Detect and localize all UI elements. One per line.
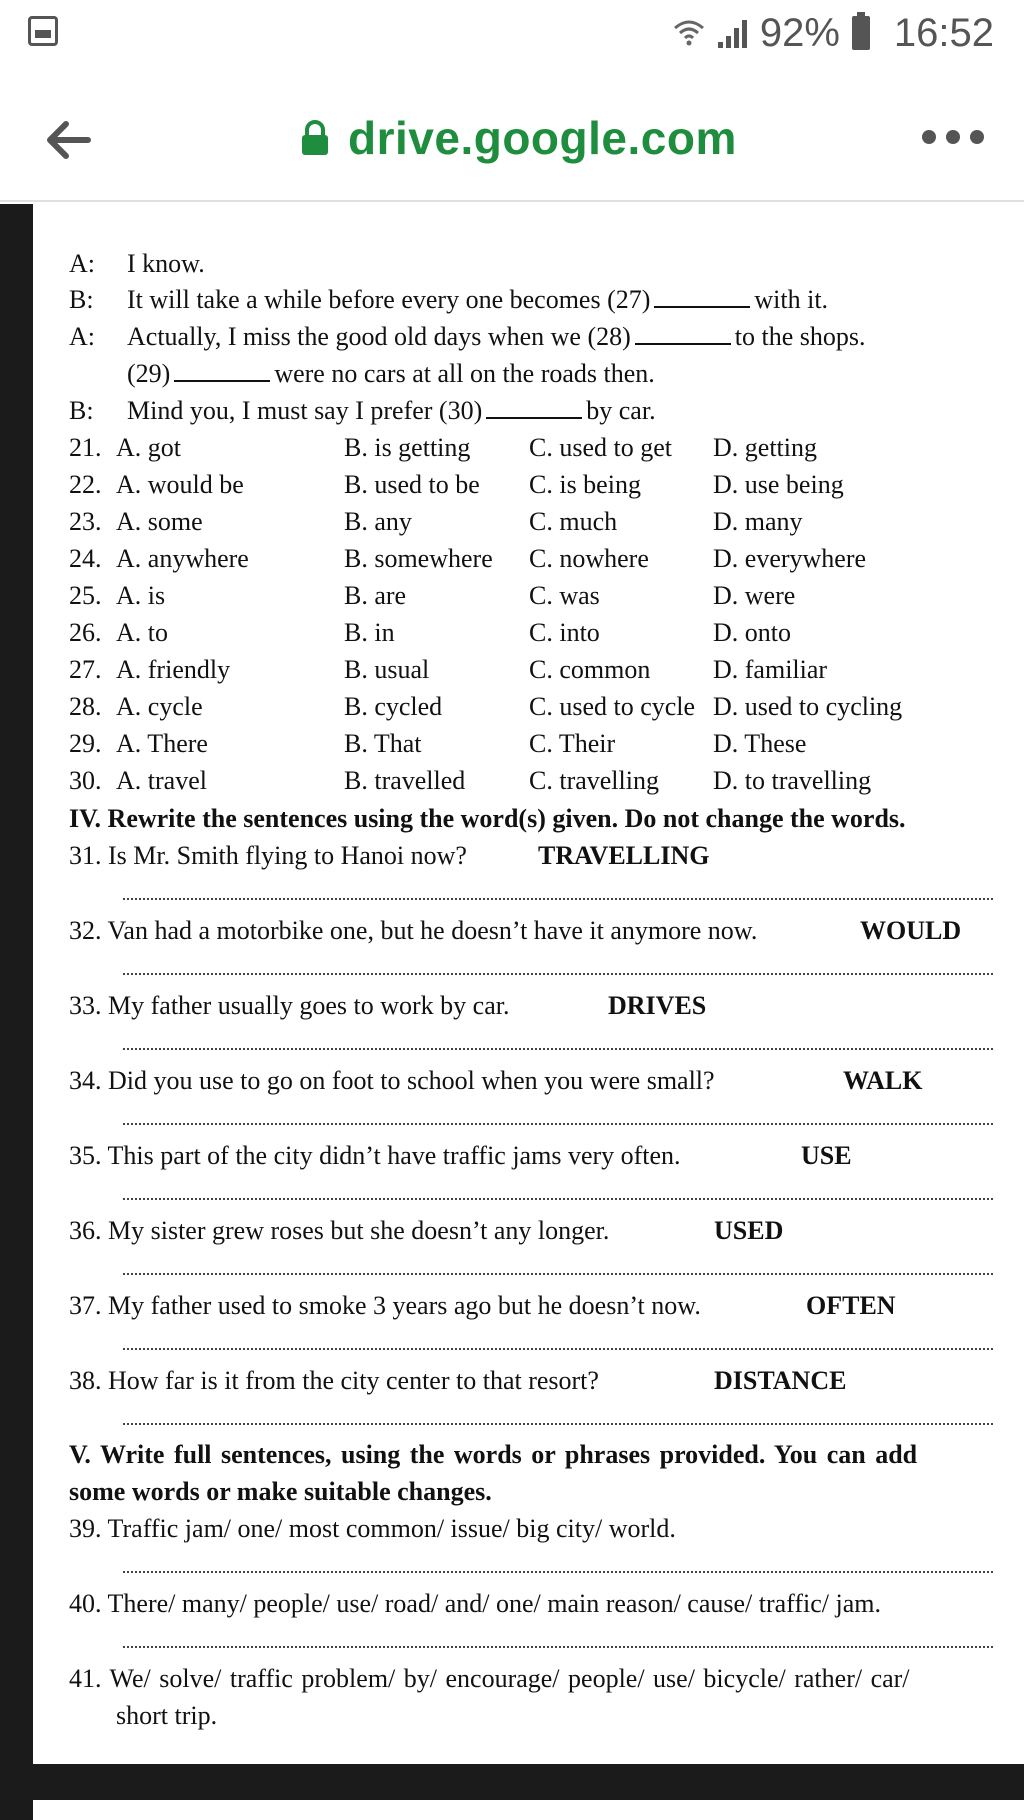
choice-c: C. was bbox=[529, 581, 600, 610]
lock-icon bbox=[300, 120, 330, 156]
dialogue-pre: (29) bbox=[127, 359, 171, 388]
item-text: We/ solve/ traffic problem/ by/ encourage/ people/ use/ bicycle/ rather/ car/ bbox=[109, 1664, 910, 1693]
signal-icon bbox=[716, 16, 750, 50]
choice-b: B. any bbox=[344, 507, 412, 536]
status-right bbox=[672, 8, 994, 58]
item-keyword: DISTANCE bbox=[714, 1366, 847, 1395]
choice-c: C. used to cycle bbox=[529, 692, 696, 721]
choice-b: B. in bbox=[344, 618, 395, 647]
speaker: B: bbox=[69, 396, 94, 425]
answer-line[interactable] bbox=[123, 1571, 993, 1573]
item-text: Is Mr. Smith flying to Hanoi now? bbox=[108, 841, 467, 870]
dialogue-post: with it. bbox=[754, 285, 829, 314]
item-text: My father used to smoke 3 years ago but he doesn’t now. bbox=[108, 1291, 701, 1320]
choice-d: D. everywhere bbox=[713, 544, 867, 573]
choice-num: 22. bbox=[69, 470, 102, 499]
item-keyword: USED bbox=[714, 1216, 784, 1245]
choice-c: C. Their bbox=[529, 729, 616, 758]
choice-num: 23. bbox=[69, 507, 102, 536]
choice-c: C. common bbox=[529, 655, 651, 684]
choice-b: B. is getting bbox=[344, 433, 471, 462]
dialogue-text bbox=[127, 322, 866, 352]
item-number: 34. bbox=[69, 1066, 102, 1095]
choice-d: D. to travelling bbox=[713, 766, 872, 795]
browser-toolbar bbox=[0, 72, 1024, 202]
choice-d: D. were bbox=[713, 581, 796, 610]
item-number: 41. bbox=[69, 1664, 102, 1693]
rewrite-item bbox=[69, 841, 467, 871]
choice-d: D. use being bbox=[713, 470, 844, 499]
blank-27 bbox=[654, 306, 750, 308]
rewrite-item bbox=[69, 1141, 681, 1171]
choice-b: B. are bbox=[344, 581, 407, 610]
battery-percent: 92% bbox=[759, 10, 840, 55]
viewer-left-edge bbox=[0, 204, 33, 1820]
choice-b: B. somewhere bbox=[344, 544, 493, 573]
choice-d: D. These bbox=[713, 729, 807, 758]
answer-line[interactable] bbox=[123, 1423, 993, 1425]
rewrite-item bbox=[69, 991, 509, 1021]
section-iv-heading: IV. Rewrite the sentences using the word(s) given. Do not change the words. bbox=[69, 804, 906, 833]
dialogue-post: by car. bbox=[586, 396, 656, 425]
answer-line[interactable] bbox=[123, 973, 993, 975]
choice-a: A. There bbox=[116, 729, 208, 758]
choice-c: C. is being bbox=[529, 470, 641, 499]
choice-a: A. to bbox=[116, 618, 168, 647]
item-number: 37. bbox=[69, 1291, 102, 1320]
choice-d: D. getting bbox=[713, 433, 817, 462]
choice-b: B. travelled bbox=[344, 766, 466, 795]
answer-line[interactable] bbox=[123, 1123, 993, 1125]
rewrite-item bbox=[69, 1066, 715, 1096]
dialogue-post: were no cars at all on the roads then. bbox=[274, 359, 655, 388]
choice-num: 24. bbox=[69, 544, 102, 573]
choice-b: B. That bbox=[344, 729, 422, 758]
gallery-icon bbox=[28, 16, 58, 46]
choice-a: A. anywhere bbox=[116, 544, 249, 573]
answer-line[interactable] bbox=[123, 1198, 993, 1200]
item-keyword: DRIVES bbox=[608, 991, 707, 1020]
sentence-item bbox=[69, 1589, 881, 1619]
item-keyword: USE bbox=[801, 1141, 852, 1170]
choice-num: 28. bbox=[69, 692, 102, 721]
rewrite-item bbox=[69, 916, 757, 946]
dialogue-pre: It will take a while before every one becomes (27) bbox=[127, 285, 651, 314]
document-page bbox=[33, 204, 1024, 1764]
rewrite-item bbox=[69, 1216, 609, 1246]
choice-a: A. friendly bbox=[116, 655, 231, 684]
item-number: 31. bbox=[69, 841, 102, 870]
item-number: 39. bbox=[69, 1514, 102, 1543]
choice-a: A. some bbox=[116, 507, 203, 536]
blank-30 bbox=[486, 417, 582, 419]
item-number: 40. bbox=[69, 1589, 102, 1618]
choice-num: 26. bbox=[69, 618, 102, 647]
choice-c: C. nowhere bbox=[529, 544, 649, 573]
answer-line[interactable] bbox=[123, 1348, 993, 1350]
dialogue-post: to the shops. bbox=[734, 322, 866, 351]
dialogue-pre: Actually, I miss the good old days when we (28) bbox=[127, 322, 631, 351]
choice-c: C. into bbox=[529, 618, 600, 647]
choice-c: C. used to get bbox=[529, 433, 672, 462]
speaker: A: bbox=[69, 322, 95, 351]
choice-a: A. would be bbox=[116, 470, 244, 499]
item-keyword: WOULD bbox=[860, 916, 962, 945]
clock: 16:52 bbox=[893, 10, 994, 55]
item-text-cont: short trip. bbox=[116, 1701, 218, 1730]
item-keyword: WALK bbox=[843, 1066, 923, 1095]
choice-num: 27. bbox=[69, 655, 102, 684]
choice-d: D. onto bbox=[713, 618, 791, 647]
choice-c: C. much bbox=[529, 507, 618, 536]
address-bar[interactable] bbox=[300, 108, 737, 168]
back-arrow-icon[interactable] bbox=[40, 112, 96, 168]
speaker: B: bbox=[69, 285, 94, 314]
battery-icon bbox=[852, 16, 870, 50]
item-number: 35. bbox=[69, 1141, 102, 1170]
choice-b: B. cycled bbox=[344, 692, 443, 721]
choice-d: D. familiar bbox=[713, 655, 828, 684]
blank-28 bbox=[635, 343, 731, 345]
sentence-item bbox=[69, 1514, 676, 1544]
item-number: 33. bbox=[69, 991, 102, 1020]
item-text: How far is it from the city center to that resort? bbox=[108, 1366, 599, 1395]
dialogue-text bbox=[127, 359, 655, 389]
rewrite-item bbox=[69, 1291, 701, 1321]
item-keyword: OFTEN bbox=[806, 1291, 896, 1320]
item-text: My sister grew roses but she doesn’t any longer. bbox=[108, 1216, 610, 1245]
item-number: 32. bbox=[69, 916, 102, 945]
choice-a: A. got bbox=[116, 433, 181, 462]
wifi-icon bbox=[672, 16, 706, 50]
choice-num: 29. bbox=[69, 729, 102, 758]
speaker: A: bbox=[69, 249, 95, 278]
section-v-heading-cont: some words or make suitable changes. bbox=[69, 1477, 492, 1506]
more-icon[interactable] bbox=[922, 130, 984, 144]
answer-line[interactable] bbox=[123, 1048, 993, 1050]
dialogue-text: I know. bbox=[127, 249, 205, 278]
choice-d: D. used to cycling bbox=[713, 692, 903, 721]
item-number: 38. bbox=[69, 1366, 102, 1395]
choice-num: 21. bbox=[69, 433, 102, 462]
dialogue-line bbox=[69, 249, 95, 279]
choice-b: B. used to be bbox=[344, 470, 480, 499]
answer-line[interactable] bbox=[123, 1646, 993, 1648]
item-text: There/ many/ people/ use/ road/ and/ one/ main reason/ cause/ traffic/ jam. bbox=[107, 1589, 881, 1618]
viewer-bottom-bar bbox=[33, 1764, 1024, 1800]
choice-a: A. is bbox=[116, 581, 166, 610]
dialogue-text bbox=[127, 285, 828, 315]
sentence-item bbox=[69, 1664, 910, 1694]
answer-line[interactable] bbox=[123, 898, 993, 900]
section-v-heading: V. Write full sentences, using the words or phrases provided. You can add bbox=[69, 1440, 918, 1469]
item-text: Traffic jam/ one/ most common/ issue/ big city/ world. bbox=[107, 1514, 676, 1543]
rewrite-item bbox=[69, 1366, 599, 1396]
item-text: Did you use to go on foot to school when you were small? bbox=[108, 1066, 715, 1095]
choice-a: A. cycle bbox=[116, 692, 203, 721]
item-text: This part of the city didn’t have traffic jams very often. bbox=[107, 1141, 681, 1170]
item-text: My father usually goes to work by car. bbox=[108, 991, 510, 1020]
status-bar bbox=[0, 0, 1024, 72]
item-keyword: TRAVELLING bbox=[538, 841, 710, 870]
blank-29 bbox=[174, 380, 270, 382]
choice-d: D. many bbox=[713, 507, 803, 536]
dialogue-pre: Mind you, I must say I prefer (30) bbox=[127, 396, 483, 425]
choice-b: B. usual bbox=[344, 655, 430, 684]
item-number: 36. bbox=[69, 1216, 102, 1245]
choice-num: 25. bbox=[69, 581, 102, 610]
url-text[interactable]: drive.google.com bbox=[348, 112, 737, 164]
choice-num: 30. bbox=[69, 766, 102, 795]
choice-a: A. travel bbox=[116, 766, 207, 795]
dialogue-text bbox=[127, 396, 656, 426]
item-text: Van had a motorbike one, but he doesn’t have it anymore now. bbox=[107, 916, 758, 945]
choice-c: C. travelling bbox=[529, 766, 659, 795]
answer-line[interactable] bbox=[123, 1273, 993, 1275]
